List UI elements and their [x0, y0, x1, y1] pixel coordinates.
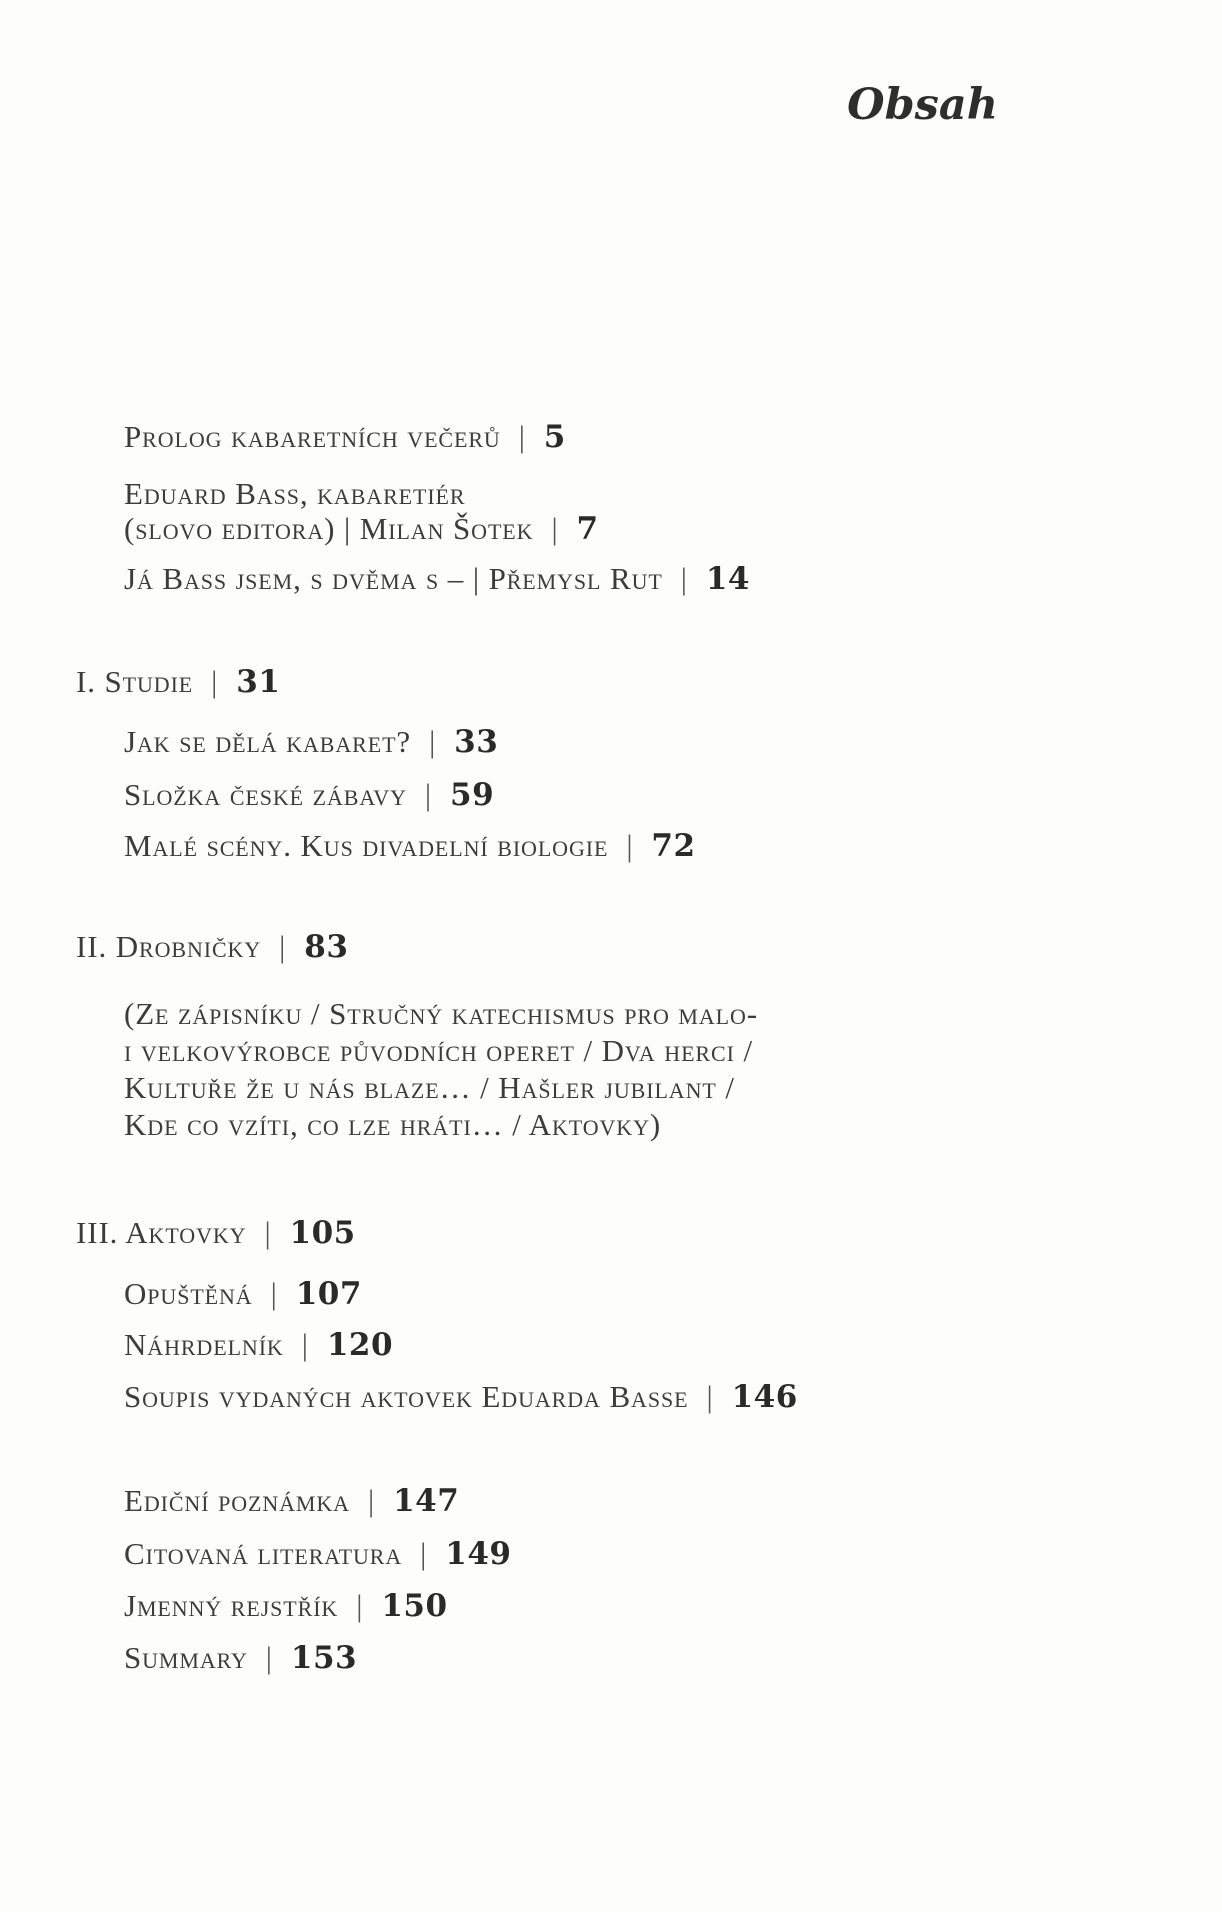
toc-entry-opustena[interactable]	[124, 1275, 362, 1313]
toc-entry-literatura[interactable]	[124, 1535, 511, 1573]
toc-entry-prolog[interactable]	[124, 418, 566, 456]
toc-page-number: 105	[289, 1215, 356, 1251]
toc-entry-title: (slovo editora) | Milan Šotek	[124, 511, 534, 546]
toc-section-aktovky[interactable]	[76, 1214, 356, 1252]
separator: |	[518, 419, 526, 454]
separator: |	[301, 1327, 309, 1362]
separator: |	[264, 1215, 272, 1250]
toc-entry-title: Malé scény. Kus divadelní biologie	[124, 828, 609, 863]
toc-page-number: 153	[290, 1640, 358, 1676]
toc-entry-title: Opuštěná	[124, 1276, 253, 1311]
separator: |	[265, 1640, 273, 1675]
toc-entry-title: II. Drobničky	[76, 929, 262, 964]
toc-section-drobnicky[interactable]	[76, 928, 348, 966]
toc-entry-title: I. Studie	[76, 664, 194, 699]
separator: |	[367, 1483, 376, 1518]
toc-entry-title: Citovaná literatura	[124, 1536, 403, 1571]
toc-entry-title: Summary	[124, 1640, 248, 1675]
separator: |	[270, 1276, 278, 1311]
toc-subentry-line: (Ze zápisníku / Stručný katechismus pro malo-	[124, 996, 759, 1031]
separator: |	[420, 1536, 428, 1571]
toc-entry-title: Náhrdelník	[124, 1327, 284, 1362]
separator: |	[356, 1588, 364, 1623]
toc-page-number: 5	[543, 419, 566, 455]
separator: |	[429, 724, 437, 759]
toc-page-number: 59	[450, 777, 495, 813]
toc-entry-title: Ediční poznámka	[124, 1483, 350, 1518]
toc-page-number: 107	[295, 1276, 362, 1312]
toc-entry-title: III. Aktovky	[76, 1215, 247, 1250]
toc-page-number: 120	[326, 1327, 394, 1363]
toc-entry-slozka[interactable]	[124, 776, 494, 814]
toc-entry-title: Soupis vydaných aktovek Eduarda Basse	[124, 1379, 689, 1414]
toc-page-number: 149	[445, 1536, 512, 1572]
separator: |	[626, 828, 634, 863]
toc-page-number: 147	[393, 1483, 460, 1519]
toc-page-number: 7	[576, 511, 599, 547]
toc-entry-title: Prolog kabaretních večerů	[124, 419, 501, 454]
toc-page-number: 83	[304, 929, 349, 965]
toc-entry-ja-bass[interactable]	[124, 560, 750, 598]
toc-entry-editor[interactable]	[124, 510, 599, 548]
toc-subentry-line: i velkovýrobce původních operet / Dva herci /	[124, 1033, 753, 1068]
toc-entry-nahrdelnik[interactable]	[124, 1326, 393, 1364]
toc-entry-title: Eduard Bass, kabaretiér	[124, 476, 466, 511]
toc-page-number: 150	[381, 1588, 448, 1624]
toc-entry-summary[interactable]	[124, 1639, 357, 1677]
separator: |	[680, 561, 688, 596]
separator: |	[551, 511, 559, 546]
toc-entry-edicni[interactable]	[124, 1482, 459, 1520]
toc-subentry-line: Kultuře že u nás blaze… / Hašler jubilant /	[124, 1070, 735, 1105]
toc-subentry-line: Kde co vzíti, co lze hráti… / Aktovky)	[124, 1107, 662, 1142]
separator: |	[424, 777, 432, 812]
toc-entry-title: Jak se dělá kabaret?	[124, 724, 412, 759]
toc-entry-rejstrik[interactable]	[124, 1587, 448, 1625]
toc-page-number: 33	[454, 724, 499, 760]
toc-entry-title: Já Bass jsem, s dvěma s – | Přemysl Rut	[124, 561, 663, 596]
toc-page-number: 72	[651, 828, 696, 864]
toc-page-number: 14	[705, 561, 750, 597]
separator: |	[706, 1379, 714, 1414]
toc-entry-title: Složka české zábavy	[124, 777, 407, 812]
toc-entry-male-sceny[interactable]	[124, 827, 696, 865]
separator: |	[279, 929, 287, 964]
toc-page-number: 146	[731, 1379, 798, 1415]
toc-entry-title: Jmenný rejstřík	[124, 1588, 339, 1623]
page-title: Obsah	[847, 80, 998, 130]
toc-entry-soupis[interactable]	[124, 1378, 798, 1416]
toc-entry-editor-line1[interactable]	[124, 475, 465, 512]
toc-section-studie[interactable]	[76, 663, 280, 701]
toc-entry-kabaret[interactable]	[124, 723, 498, 761]
separator: |	[211, 664, 219, 699]
toc-page-number: 31	[236, 664, 281, 700]
